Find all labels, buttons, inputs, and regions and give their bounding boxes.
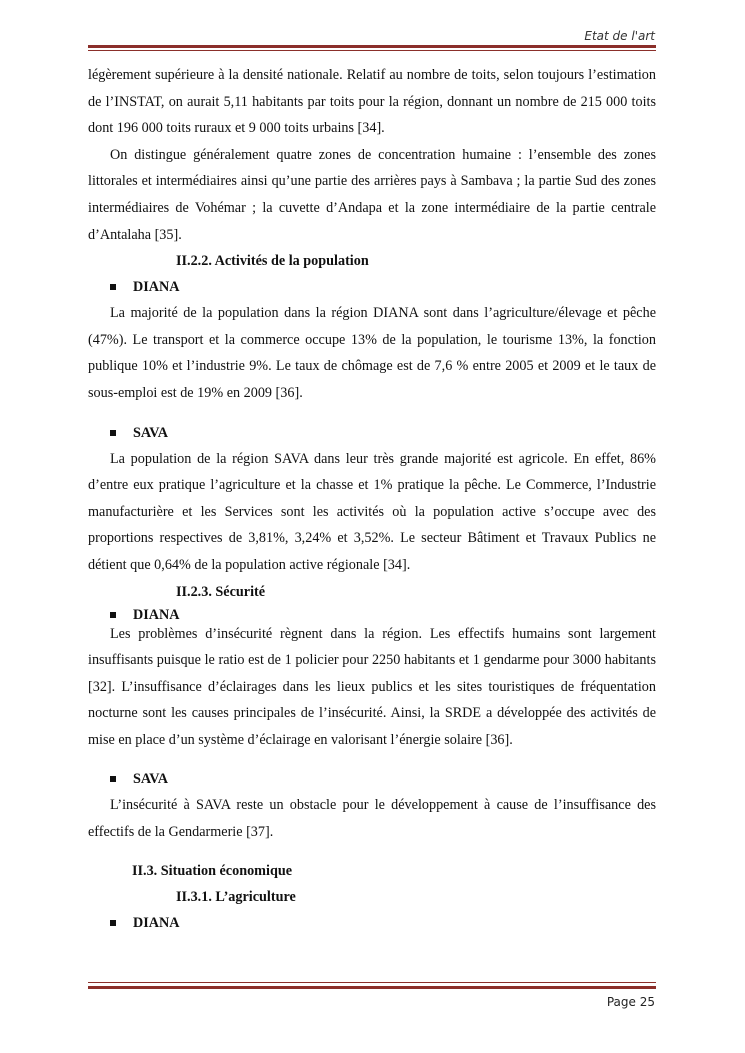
bullet-label: SAVA xyxy=(133,424,168,441)
bullet-square-icon xyxy=(110,776,116,782)
page-number: Page 25 xyxy=(606,995,655,1009)
section-heading-agriculture: II.3.1. L’agriculture xyxy=(176,888,296,905)
bullet-label: SAVA xyxy=(133,771,168,788)
bullet-diana-agriculture xyxy=(88,910,656,936)
footer-rule-thick xyxy=(88,986,656,989)
footer-rule-thin xyxy=(88,982,656,983)
bullet-label: DIANA xyxy=(133,606,180,623)
bullet-square-icon xyxy=(110,612,116,618)
bullet-square-icon xyxy=(110,430,116,436)
header-rule-thick xyxy=(88,45,656,48)
bullet-sava-activities xyxy=(88,420,656,446)
bullet-label: DIANA xyxy=(133,914,180,931)
header-rule-thin xyxy=(88,50,656,51)
bullet-sava-security xyxy=(88,766,656,792)
section-heading-economy: II.3. Situation économique xyxy=(132,862,293,879)
bullet-diana-activities xyxy=(88,274,656,300)
bullet-square-icon xyxy=(110,920,116,926)
page-body xyxy=(88,62,656,936)
paragraph-diana-activities: La majorité de la population dans la région DIANA sont dans l’agriculture/élevage et pêche (47%). Le transport et la commerce occupe 13% de la population, le tourisme 13%, la fonction publique 10% et l’industrie 9%. Le taux de chômage est de 7,6 % entre 2005 et 2009 et le taux de sous-emploi est de 19% en 2009 [36]. xyxy=(88,305,656,401)
paragraph-density: légèrement supérieure à la densité nationale. Relatif au nombre de toits, selon toujours l’estimation de l’INSTAT, on aurait 5,11 habitants par toits pour la région, donnant un nombre de 215 000 toits dont 196 000 toits ruraux et 9 000 toits urbains [34]. xyxy=(88,67,656,137)
paragraph-sava-security: L’insécurité à SAVA reste un obstacle pour le développement à cause de l’insuffisance des effectifs de la Gendarmerie [37]. xyxy=(88,797,656,841)
paragraph-sava-activities: La population de la région SAVA dans leur très grande majorité est agricole. En effet, 86% d’entre eux pratique l’agriculture et la chasse et 1% pratique la pêche. Le Commerce, l’Industrie manufacturière et les Services sont les activités où la population active s’occupe avec des proportions respectives de 3,81%, 3,24% et 3,52%. Le secteur Bâtiment et Travaux Publics ne détient que 0,64% de la population active régionale [34]. xyxy=(88,450,656,573)
section-heading-activities: II.2.2. Activités de la population xyxy=(176,253,369,270)
paragraph-diana-security: Les problèmes d’insécurité règnent dans la région. Les effectifs humains sont largement insuffisants puisque le ratio est de 1 policier pour 2250 habitants et 1 gendarme pour 3000 habitants [32]. L’insuffisance d’éclairages dans les lieux publics et les sites touristiques de fréquentation nocturne sont les causes principales de l’insécurité. Ainsi, la SRDE a développée des activités de mise en place d’un système d’éclairage en valorisant l’énergie solaire [36]. xyxy=(88,625,656,748)
bullet-label: DIANA xyxy=(133,279,180,296)
bullet-square-icon xyxy=(110,284,116,290)
section-heading-security: II.2.3. Sécurité xyxy=(176,583,266,600)
running-header: Etat de l'art xyxy=(584,29,655,43)
paragraph-zones: On distingue généralement quatre zones de concentration humaine : l’ensemble des zones littorales et intermédiaires ainsi qu’une partie des arrières pays à Sambava ; la partie Sud des zones intermédiaires de Vohémar ; la cuvette d’Andapa et la zone intermédiaire de la partie centrale d’Antalaha [35]. xyxy=(88,146,656,243)
